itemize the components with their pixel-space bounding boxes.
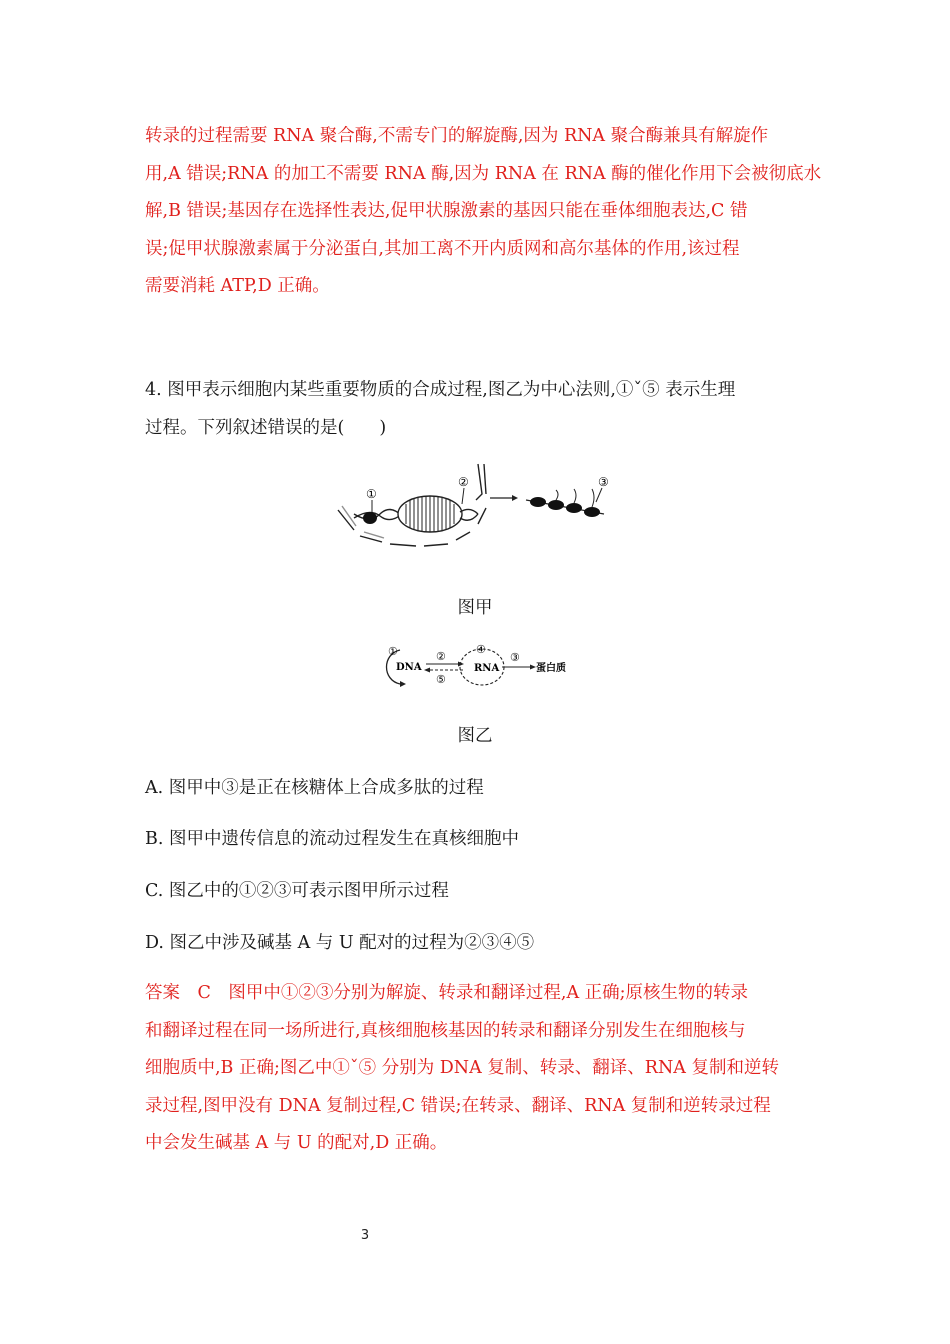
answer-explanation [145, 975, 810, 1163]
answer-line: 答案 C 图甲中①②③分别为解旋、转录和翻译过程,A 正确;原核生物的转录 [145, 983, 749, 1003]
label-5: ⑤ [436, 673, 446, 686]
label-2: ② [458, 475, 469, 489]
explanation-line: 需要消耗 ATP,D 正确。 [145, 276, 330, 296]
label-1: ① [366, 487, 377, 501]
figure-yi-caption: 图乙 [457, 726, 493, 746]
dna-label: DNA [396, 662, 422, 673]
protein-label: 蛋白质 [536, 663, 566, 674]
question-stem [145, 372, 810, 447]
label-3: ③ [598, 475, 609, 489]
figure-jia-diagram [330, 458, 620, 558]
rna-label: RNA [474, 663, 500, 674]
answer-line: 细胞质中,B 正确;图乙中①ˇ⑤ 分别为 DNA 复制、转录、翻译、RNA 复制和逆转 [145, 1058, 779, 1078]
explanation-line: 误;促甲状腺激素属于分泌蛋白,其加工离不开内质网和高尔基体的作用,该过程 [145, 238, 740, 259]
figure-jia-caption: 图甲 [457, 598, 493, 618]
option-d: D. 图乙中涉及碱基 A 与 U 配对的过程为②③④⑤ [145, 933, 535, 953]
answer-line: 和翻译过程在同一场所进行,真核细胞核基因的转录和翻译分别发生在细胞核与 [145, 1020, 746, 1041]
previous-explanation [145, 118, 822, 306]
label-1: ① [388, 645, 398, 658]
option-b: B. 图甲中遗传信息的流动过程发生在真核细胞中 [145, 829, 519, 849]
option-a: A. 图甲中③是正在核糖体上合成多肽的过程 [145, 778, 484, 798]
label-4: ④ [476, 643, 486, 656]
ribosome-icon [548, 500, 564, 510]
rna-polymerase-icon [363, 512, 377, 524]
label-3: ③ [510, 651, 520, 664]
ribosome-icon [566, 503, 582, 513]
figure-yi-diagram [378, 640, 578, 692]
answer-line: 录过程,图甲没有 DNA 复制过程,C 错误;在转录、翻译、RNA 复制和逆转录过程 [145, 1095, 771, 1116]
ribosome-icon [584, 507, 600, 517]
ribosome-icon [530, 497, 546, 507]
question-line: 4. 图甲表示细胞内某些重要物质的合成过程,图乙为中心法则,①ˇ⑤ 表示生理 [145, 380, 736, 400]
question-line: 过程。下列叙述错误的是( ) [145, 417, 387, 438]
explanation-line: 解,B 错误;基因存在选择性表达,促甲状腺激素的基因只能在垂体细胞表达,C 错 [145, 201, 748, 221]
label-2: ② [436, 650, 446, 663]
explanation-line: 用,A 错误;RNA 的加工不需要 RNA 酶,因为 RNA 在 RNA 酶的催化作用下会被彻底水 [145, 163, 822, 184]
page-number: 3 [360, 1228, 370, 1243]
option-c: C. 图乙中的①②③可表示图甲所示过程 [145, 881, 449, 901]
answer-line: 中会发生碱基 A 与 U 的配对,D 正确。 [145, 1133, 448, 1153]
explanation-line: 转录的过程需要 RNA 聚合酶,不需专门的解旋酶,因为 RNA 聚合酶兼具有解旋作 [145, 126, 769, 146]
